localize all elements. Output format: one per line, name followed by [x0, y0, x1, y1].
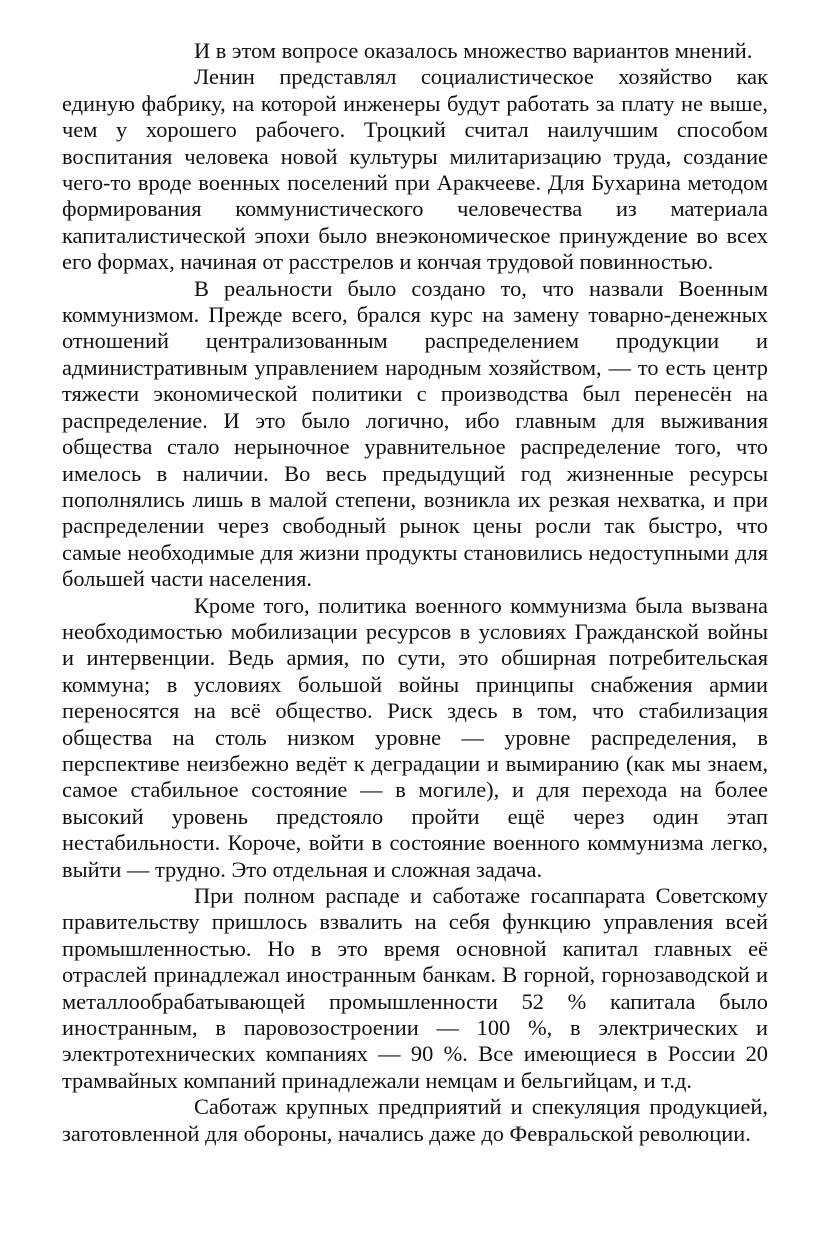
paragraph-3: В реальности было создано то, что назвали Военным коммунизмом. Прежде всего, брался курс на замену товарно-денежных отношений централизованным распределением продукции и административным управлением народным хозяйством, — то есть центр тяжести экономической политики с производства был перенесён на распределение. И это было логично, ибо главным для выживания общества стало нерыночное уравнительное распределение того, что имелось в наличии. Во весь предыдущий год жизненные ресурсы пополнялись лишь в малой степени, возникла их резкая нехватка, и при распределении через свободный рынок цены росли так быстро, что самые необходимые для жизни продукты становились недоступными для большей части населения. — [62, 275, 768, 592]
paragraph-2: Ленин представлял социалистическое хозяйство как единую фабрику, на которой инженеры будут работать за плату не выше, чем у хорошего рабочего. Троцкий считал наилучшим способом воспитания человека новой культуры милитаризацию труда, создание чего-то вроде военных поселений при Аракчееве. Для Бухарина методом формирования коммунистического человечества из материала капиталистической эпохи было внеэкономическое принуждение во всех его формах, начиная от расстрелов и кончая трудовой повинностью. — [62, 64, 768, 275]
paragraph-1: И в этом вопросе оказалось множество вариантов мнений. — [194, 38, 753, 63]
paragraph-5: При полном распаде и саботаже госаппарата Советскому правительству пришлось взвалить на себя функцию управления всей промышленностью. Но в это время основной капитал главных её отраслей принадлежал иностранным банкам. В горной, горнозаводской и металлообрабатывающей промышленности 52 % капитала было иностранным, в паровозостроении — 100 %, в электрических и электротехнических компаниях — 90 %. Все имеющиеся в России 20 трамвайных компаний принадлежали немцам и бельгийцам, и т.д. — [62, 883, 768, 1093]
paragraph-4: Кроме того, политика военного коммунизма была вызвана необходимостью мобилизации ресурсов в условиях Гражданской войны и интервенции. Ведь армия, по сути, это обширная потребительская коммуна; в условиях большой войны принципы снабжения армии переносятся на всё общество. Риск здесь в том, что стабилизация общества на столь низком уровне — уровне распределения, в перспективе неизбежно ведёт к деградации и вымиранию (как мы знаем, самое стабильное состояние — в могиле), и для перехода на более высокий уровень предстояло пройти ещё через один этап нестабильности. Короче, войти в состояние военного коммунизма легко, выйти — трудно. Это отдельная и сложная задача. — [62, 592, 768, 882]
document-page — [62, 38, 768, 1147]
paragraph-6: Саботаж крупных предприятий и спекуляция продукцией, заготовленной для обороны, начались даже до Февральской революции. — [62, 1094, 768, 1146]
